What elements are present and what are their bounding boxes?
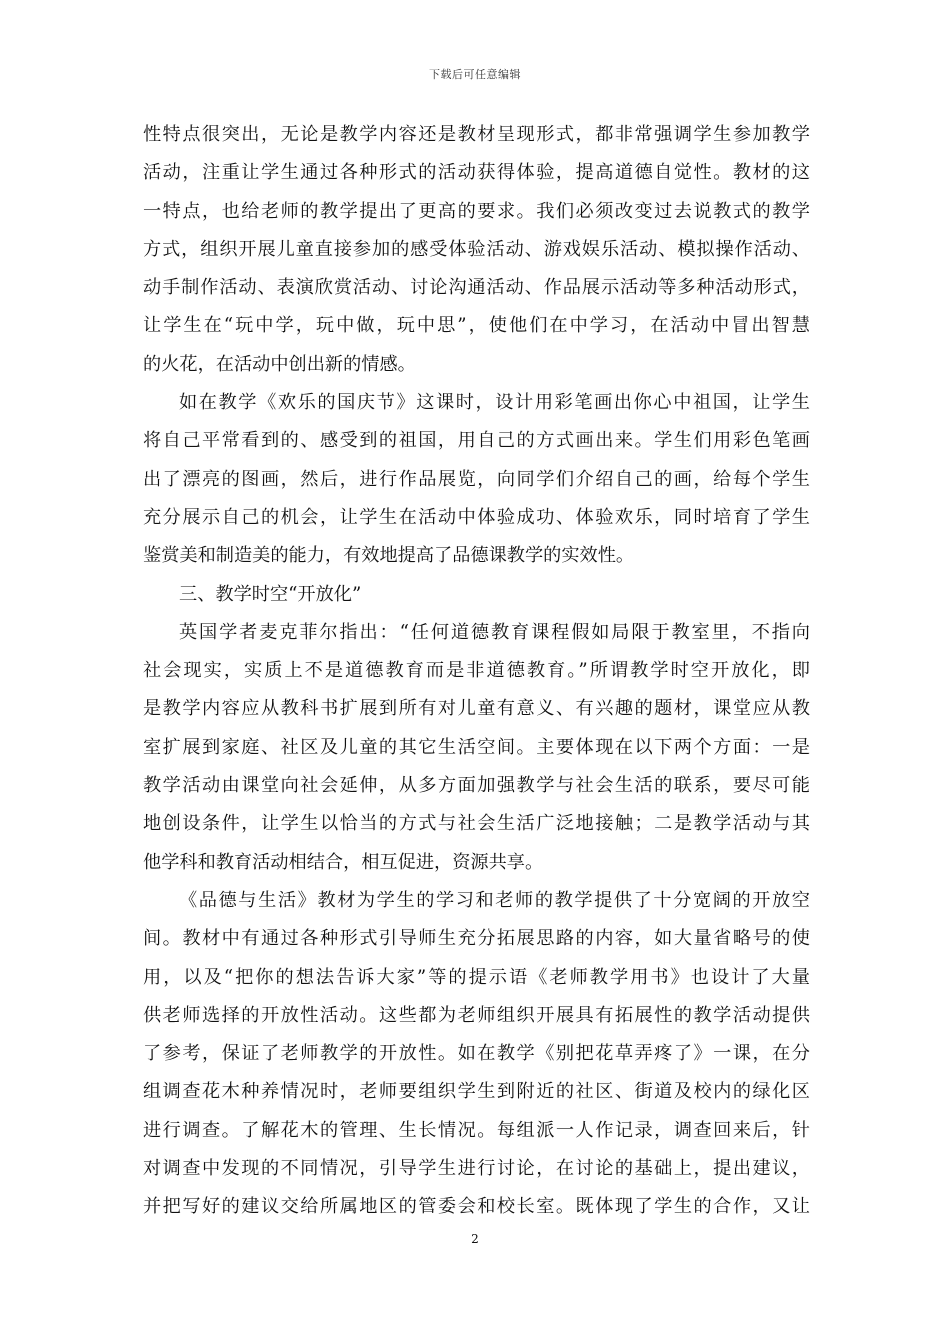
text-line: 间。教材中有通过各种形式引导师生充分拓展思路的内容，如大量省略号的使 — [143, 928, 810, 950]
text-line: 鉴赏美和制造美的能力，有效地提高了品德课教学的实效性。 — [143, 545, 635, 567]
text-line: 教学活动由课堂向社会延伸，从多方面加强教学与社会生活的联系，要尽可能 — [143, 775, 810, 797]
text-line: 《品德与生活》教材为学生的学习和老师的教学提供了十分宽阔的开放空 — [179, 889, 810, 911]
text-line: 地创设条件，让学生以恰当的方式与社会生活广泛地接触；二是教学活动与其 — [143, 813, 810, 835]
text-line: 让学生在“玩中学，玩中做，玩中思”，使他们在中学习，在活动中冒出智慧 — [143, 315, 810, 337]
text-line: 了参考，保证了老师教学的开放性。如在教学《别把花草弄疼了》一课，在分 — [143, 1043, 810, 1065]
text-line: 室扩展到家庭、社区及儿童的其它生活空间。主要体现在以下两个方面：一是 — [143, 736, 810, 758]
document-body — [143, 116, 810, 1227]
text-line: 活动，注重让学生通过各种形式的活动获得体验，提高道德自觉性。教材的这 — [143, 162, 810, 184]
text-line: 英国学者麦克菲尔指出：“任何道德教育课程假如局限于教室里，不指向 — [179, 621, 810, 643]
text-line: 方式，组织开展儿童直接参加的感受体验活动、游戏娱乐活动、模拟操作活动、 — [143, 238, 810, 260]
text-line: 充分展示自己的机会，让学生在活动中体验成功、体验欢乐，同时培育了学生 — [143, 506, 810, 528]
text-line: 如在教学《欢乐的国庆节》这课时，设计用彩笔画出你心中祖国，让学生 — [179, 392, 810, 414]
text-line: 是教学内容应从教科书扩展到所有对儿童有意义、有兴趣的题材，课堂应从教 — [143, 698, 810, 720]
text-line: 性特点很突出，无论是教学内容还是教材呈现形式，都非常强调学生参加教学 — [143, 124, 810, 145]
text-line: 动手制作活动、表演欣赏活动、讨论沟通活动、作品展示活动等多种活动形式， — [143, 277, 810, 299]
text-line: 用，以及“把你的想法告诉大家”等的提示语《老师教学用书》也设计了大量 — [143, 966, 810, 988]
text-line: 一特点，也给老师的教学提出了更高的要求。我们必须改变过去说教式的教学 — [143, 200, 810, 222]
text-line: 社会现实，实质上不是道德教育而是非道德教育。”所谓教学时空开放化，即 — [143, 660, 810, 682]
text-line: 的火花，在活动中创出新的情感。 — [143, 353, 416, 375]
text-line: 出了漂亮的图画，然后，进行作品展览，向同学们介绍自己的画，给每个学生 — [143, 468, 810, 490]
text-line: 对调查中发现的不同情况，引导学生进行讨论，在讨论的基础上，提出建议， — [143, 1158, 810, 1180]
text-line: 并把写好的建议交给所属地区的管委会和校长室。既体现了学生的合作，又让 — [143, 1196, 810, 1218]
page-header: 下载后可任意编辑 — [429, 68, 521, 81]
text-line: 进行调查。了解花木的管理、生长情况。每组派一人作记录，调查回来后，针 — [143, 1119, 810, 1141]
text-line: 组调查花木种养情况时，老师要组织学生到附近的社区、街道及校内的绿化区 — [143, 1081, 810, 1103]
section-heading: 三、教学时空“开放化” — [179, 583, 362, 605]
text-line: 将自己平常看到的、感受到的祖国，用自己的方式画出来。学生们用彩色笔画 — [143, 430, 810, 452]
text-line: 他学科和教育活动相结合，相互促进，资源共享。 — [143, 851, 544, 873]
page-number: 2 — [471, 1232, 479, 1246]
text-line: 供老师选择的开放性活动。这些都为老师组织开展具有拓展性的教学活动提供 — [143, 1004, 810, 1026]
